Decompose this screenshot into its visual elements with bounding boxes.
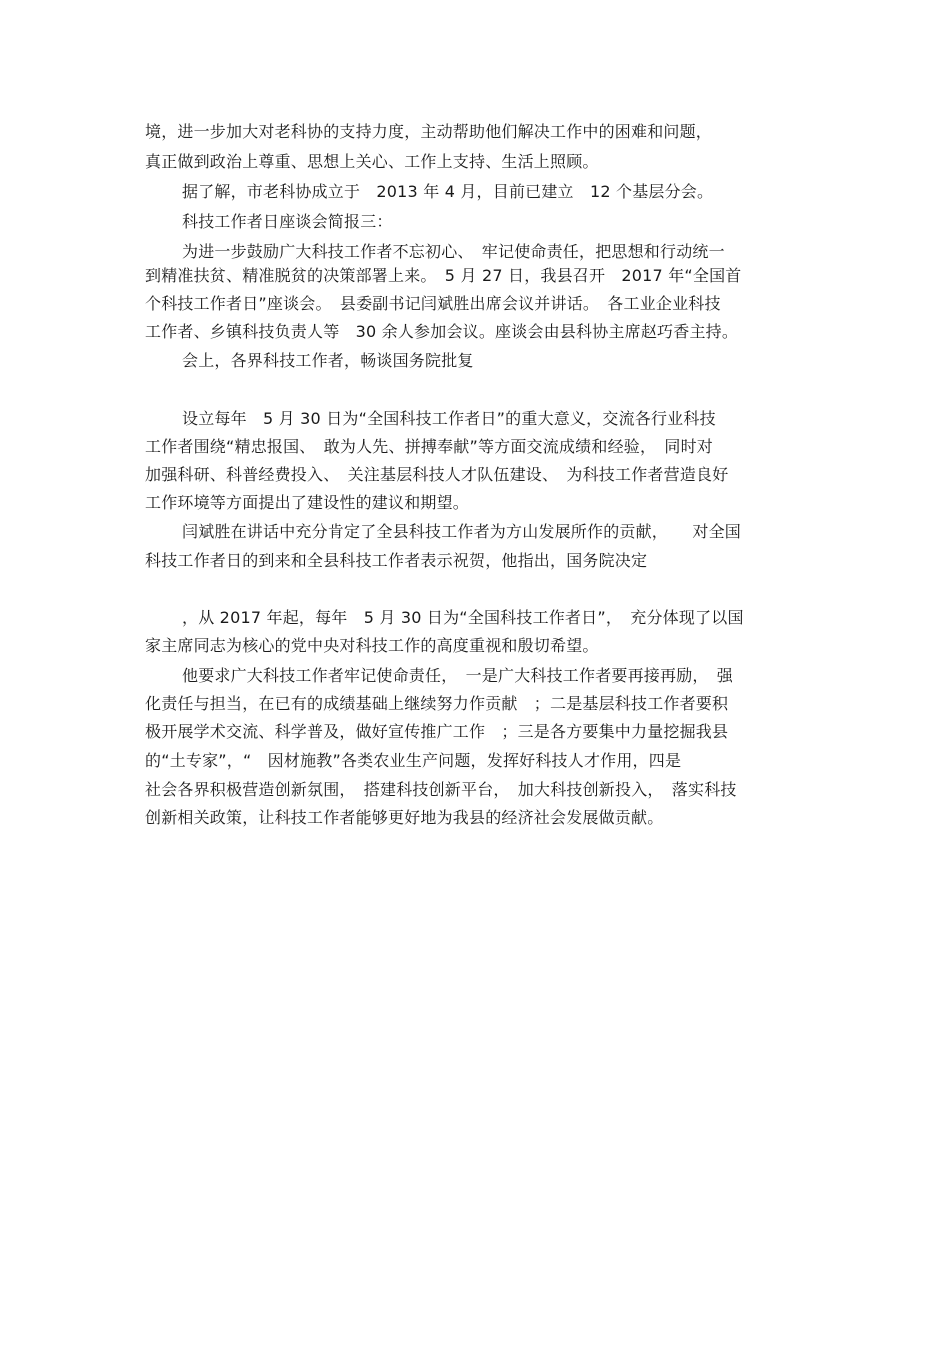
text-line: 科技工作者日的到来和全县科技工作者表示祝贺，他指出，国务院决定: [145, 551, 648, 570]
text-line: 他要求广大科技工作者牢记使命责任， 一是广大科技工作者要再接再励， 强: [182, 666, 734, 685]
text-line: 的“土专家”，“ 因材施教”各类农业生产问题，发挥好科技人才作用，四是: [145, 751, 682, 770]
section-heading: 科技工作者日座谈会简报三：: [182, 212, 393, 231]
text-line: 家主席同志为核心的党中央对科技工作的高度重视和殷切希望。: [145, 636, 599, 655]
text-line: 真正做到政治上尊重、思想上关心、工作上支持、生活上照顾。: [145, 152, 599, 171]
text-line: 会上，各界科技工作者，畅谈国务院批复: [182, 351, 474, 370]
text-line: 极开展学术交流、科学普及，做好宣传推广工作 ；三是各方要集中力量挖掘我县: [145, 722, 729, 741]
text-line: 加强科研、科普经费投入、 关注基层科技人才队伍建设、 为科技工作者营造良好: [145, 465, 729, 484]
text-line: 社会各界积极营造创新氛围， 搭建科技创新平台， 加大科技创新投入， 落实科技: [145, 780, 737, 799]
text-line: 据了解，市老科协成立于 2013 年 4 月，目前已建立 12 个基层分会。: [182, 182, 714, 201]
text-line: 境，进一步加大对老科协的支持力度，主动帮助他们解决工作中的困难和问题，: [145, 122, 713, 141]
text-line: 创新相关政策，让科技工作者能够更好地为我县的经济社会发展做贡献。: [145, 808, 664, 827]
text-line: 为进一步鼓励广大科技工作者不忘初心、 牢记使命责任，把思想和行动统一: [182, 242, 725, 261]
text-line: 设立每年 5 月 30 日为“全国科技工作者日”的重大意义，交流各行业科技: [182, 409, 716, 428]
text-line: 闫斌胜在讲话中充分肯定了全县科技工作者为方山发展所作的贡献， 对全国: [182, 522, 742, 541]
text-line: 化责任与担当，在已有的成绩基础上继续努力作贡献 ；二是基层科技工作者要积: [145, 694, 729, 713]
text-line: 工作者围绕“精忠报国、 敢为人先、拼搏奉献”等方面交流成绩和经验， 同时对: [145, 437, 713, 456]
text-line: ，从 2017 年起，每年 5 月 30 日为“全国科技工作者日”， 充分体现了以国: [182, 608, 744, 627]
text-line: 工作者、乡镇科技负责人等 30 余人参加会议。座谈会由县科协主席赵巧香主持。: [145, 322, 739, 341]
text-line: 工作环境等方面提出了建设性的建议和期望。: [145, 493, 470, 512]
text-line: 个科技工作者日”座谈会。 县委副书记闫斌胜出席会议并讲话。 各工业企业科技: [145, 294, 721, 313]
text-line: 到精准扶贫、精准脱贫的决策部署上来。 5 月 27 日，我县召开 2017 年“全国首: [145, 266, 742, 285]
